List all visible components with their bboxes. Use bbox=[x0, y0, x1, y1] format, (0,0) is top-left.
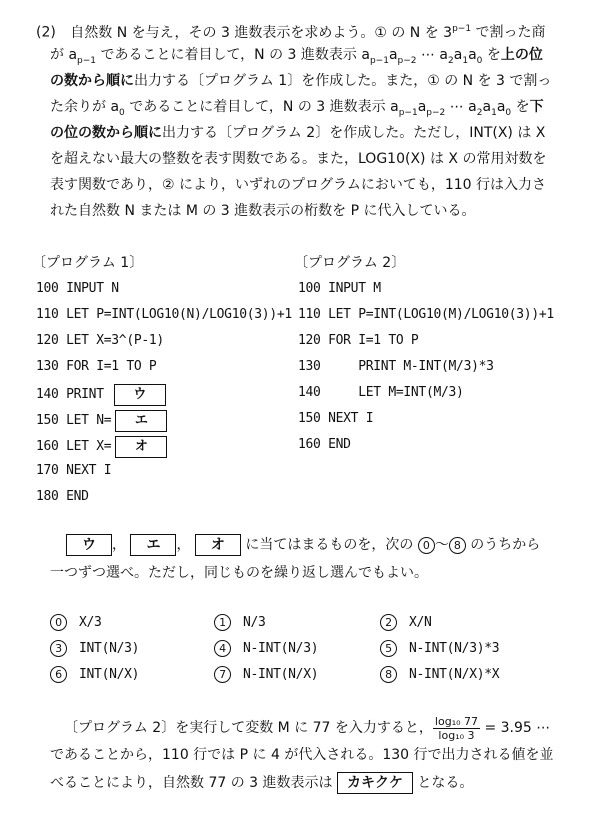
answer-box-u: ウ bbox=[114, 384, 166, 406]
t: a bbox=[453, 47, 463, 63]
t: a bbox=[482, 99, 492, 115]
t: であることに着目して，N の 3 進数表示 a bbox=[96, 47, 370, 63]
intro-line-4 bbox=[50, 98, 544, 122]
intro-line-1 bbox=[36, 20, 546, 42]
t: ⋯ a bbox=[445, 99, 477, 115]
t: た余りが a bbox=[50, 99, 120, 115]
program-1-line: 100 INPUT N bbox=[36, 281, 119, 296]
t: N-INT(N/3)*3 bbox=[409, 641, 500, 656]
program-2-line: 160 END bbox=[298, 437, 351, 452]
intro-line-5 bbox=[50, 124, 545, 142]
t: 1 bbox=[491, 107, 497, 118]
intro-text-1: 自然数 N を与え，その 3 進数表示を求めよう。① の N を 3 bbox=[70, 24, 453, 41]
intro-line-8: れた自然数 N または M の 3 進数表示の桁数を P に代入している。 bbox=[50, 203, 476, 219]
choice-4 bbox=[214, 640, 318, 658]
t: N-INT(N/3) bbox=[243, 641, 319, 656]
program-2-line: 130 PRINT M-INT(M/3)*3 bbox=[298, 359, 494, 374]
t: 1 bbox=[462, 55, 469, 66]
intro-line-3 bbox=[50, 72, 551, 90]
choice-6 bbox=[50, 666, 139, 684]
problem-number: (2) bbox=[36, 24, 56, 41]
emphasis-lower-2: の位の数から順に bbox=[50, 125, 162, 141]
t: となる。 bbox=[412, 775, 474, 791]
t: ～ bbox=[434, 537, 449, 553]
choice-1 bbox=[214, 614, 266, 632]
choice-number: 7 bbox=[214, 666, 231, 683]
t: a bbox=[468, 47, 477, 63]
question-box-o: オ bbox=[195, 534, 241, 556]
t: INT(N/X) bbox=[79, 667, 140, 682]
t: ⋯ a bbox=[416, 47, 448, 63]
question-line-1 bbox=[66, 534, 540, 556]
t: p−2 bbox=[397, 55, 417, 66]
t: 2 bbox=[476, 107, 483, 118]
answer-box-kakikuke: カキクケ bbox=[337, 772, 413, 794]
program-1-line: 170 NEXT I bbox=[36, 463, 112, 478]
intro-line-2 bbox=[50, 46, 543, 70]
t: 0 bbox=[119, 107, 125, 118]
t: X/N bbox=[409, 615, 432, 630]
choice-2 bbox=[380, 614, 432, 632]
emphasis-upper-2: の数から順に bbox=[50, 73, 134, 89]
t: 150 LET N= bbox=[36, 413, 112, 428]
t: N-INT(N/X) bbox=[243, 667, 319, 682]
program-2-line: 150 NEXT I bbox=[298, 411, 374, 426]
t: 〔プログラム 2〕を実行して変数 M に 77 を入力すると， bbox=[64, 720, 433, 736]
t: を bbox=[511, 99, 530, 115]
choice-number: 6 bbox=[50, 666, 67, 683]
t: INT(N/3) bbox=[79, 641, 140, 656]
choice-3 bbox=[50, 640, 139, 658]
t: であることに着目して，N の 3 進数表示 a bbox=[124, 99, 399, 115]
program-2-line: 140 LET M=INT(M/3) bbox=[298, 385, 464, 400]
t: 0 bbox=[505, 107, 512, 118]
program-1-line-140 bbox=[36, 384, 166, 406]
t: a bbox=[496, 99, 506, 115]
choice-number: 2 bbox=[380, 614, 397, 631]
t: べることにより，自然数 77 の 3 進数表示は bbox=[50, 775, 337, 791]
choice-marker-0: 0 bbox=[418, 537, 435, 554]
program-1-line: 130 FOR I=1 TO P bbox=[36, 359, 157, 374]
choice-5 bbox=[380, 640, 499, 658]
program-2-title: 〔プログラム 2〕 bbox=[294, 255, 406, 271]
intro-line-7: 表す関数であり，② により，いずれのプログラムにおいても，110 行は入力さ bbox=[50, 177, 547, 193]
program-2-line: 110 LET P=INT(LOG10(M)/LOG10(3))+1 bbox=[298, 307, 554, 322]
t: ， bbox=[176, 537, 191, 553]
intro-sup-1: p−1 bbox=[452, 24, 472, 34]
t: 140 PRINT bbox=[36, 387, 104, 402]
choice-0 bbox=[50, 614, 102, 632]
final-line-2: であることから，110 行では P に 4 が代入される。130 行で出力される値を並 bbox=[50, 747, 554, 763]
t: 2 bbox=[448, 55, 454, 66]
t: 出力する〔プログラム 2〕を作成した。ただし，INT(X) は X bbox=[162, 125, 546, 141]
choice-8 bbox=[380, 666, 499, 684]
choice-number: 1 bbox=[214, 614, 231, 631]
answer-box-e: エ bbox=[115, 410, 167, 432]
t: ， bbox=[112, 537, 126, 553]
t: N/3 bbox=[243, 615, 266, 630]
program-1-line: 180 END bbox=[36, 489, 89, 504]
log-fraction bbox=[433, 715, 480, 742]
answer-box-o: オ bbox=[115, 436, 167, 458]
question-box-e: エ bbox=[130, 534, 176, 556]
program-1-line-160 bbox=[36, 436, 167, 458]
emphasis-upper: 上の位 bbox=[500, 47, 543, 63]
final-line-1 bbox=[64, 714, 550, 742]
t: 160 LET X= bbox=[36, 439, 112, 454]
t: 0 bbox=[476, 55, 483, 66]
question-line-2: 一つずつ選べ。ただし，同じものを繰り返し選んでもよい。 bbox=[50, 565, 428, 581]
t: p−1 bbox=[369, 55, 389, 66]
choice-number: 3 bbox=[50, 640, 67, 657]
t: = 3.95 ⋯ bbox=[480, 720, 551, 736]
t: X/3 bbox=[79, 615, 102, 630]
question-box-u: ウ bbox=[66, 534, 112, 556]
t: p−2 bbox=[426, 107, 446, 118]
t: N-INT(N/X)*X bbox=[409, 667, 500, 682]
t: a bbox=[388, 47, 398, 63]
choice-number: 0 bbox=[50, 614, 67, 631]
t: のうちから bbox=[465, 537, 541, 553]
emphasis-lower: 下 bbox=[529, 99, 544, 115]
choice-number: 8 bbox=[380, 666, 397, 683]
final-line-3 bbox=[50, 772, 473, 794]
choice-number: 5 bbox=[380, 640, 397, 657]
t: を bbox=[482, 47, 501, 63]
t: が a bbox=[50, 47, 78, 63]
choice-7 bbox=[214, 666, 318, 684]
fraction-denominator: log₁₀ 3 bbox=[438, 728, 475, 742]
program-2-line: 120 FOR I=1 TO P bbox=[298, 333, 419, 348]
t: 出力する〔プログラム 1〕を作成した。また，① の N を 3 で割っ bbox=[134, 73, 552, 89]
t: p−1 bbox=[77, 55, 97, 66]
choice-number: 4 bbox=[214, 640, 231, 657]
program-1-line: 120 LET X=3^(P-1) bbox=[36, 333, 164, 348]
program-1-line: 110 LET P=INT(LOG10(N)/LOG10(3))+1 bbox=[36, 307, 292, 322]
t: p−1 bbox=[398, 107, 418, 118]
choice-marker-8: 8 bbox=[449, 537, 466, 554]
intro-line-6: を超えない最大の整数を表す関数である。また，LOG10(X) は X の常用対数を bbox=[50, 151, 547, 167]
intro-text-1b: で割った商 bbox=[471, 24, 546, 41]
program-2-line: 100 INPUT M bbox=[298, 281, 381, 296]
program-1-line-150 bbox=[36, 410, 167, 432]
fraction-numerator: log₁₀ 77 bbox=[434, 714, 479, 728]
program-1-title: 〔プログラム 1〕 bbox=[32, 255, 144, 271]
t: に当てはまるものを，次の bbox=[240, 537, 418, 553]
t: a bbox=[417, 99, 427, 115]
